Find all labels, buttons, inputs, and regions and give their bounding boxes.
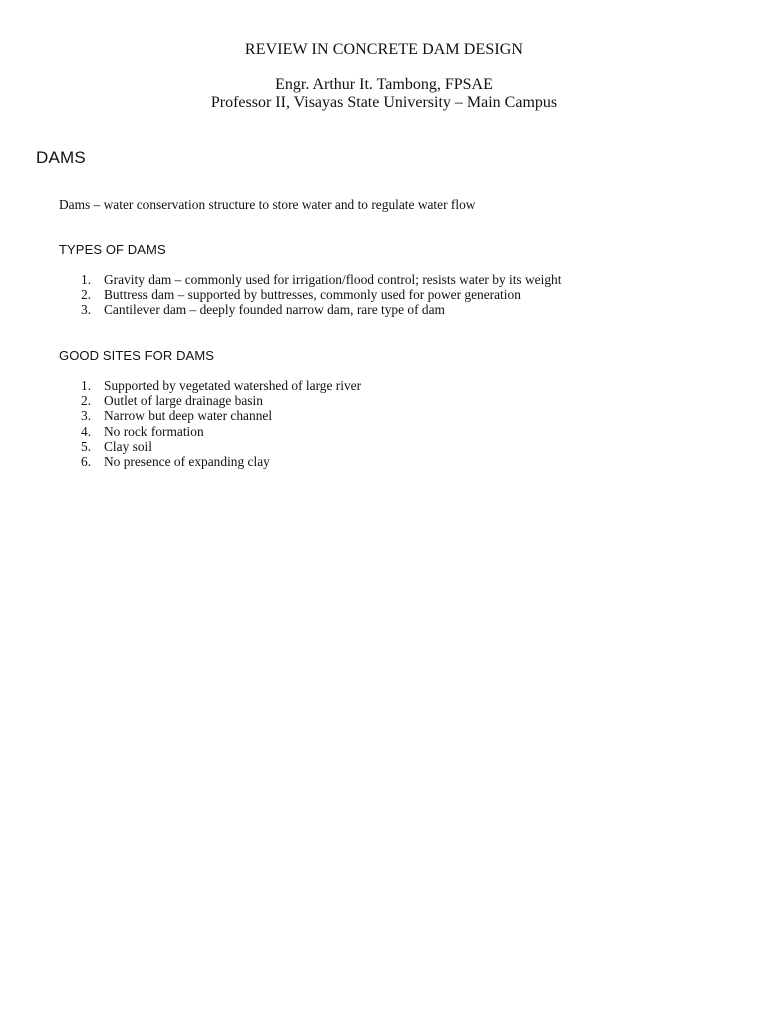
list-item-text: Gravity dam – commonly used for irrigation/flood control; resists water by its weight <box>104 272 562 287</box>
list-item-number: 2. <box>81 287 92 303</box>
list-item <box>59 393 361 408</box>
list-item-number: 1. <box>81 378 92 393</box>
section-heading-dams: DAMS <box>36 148 86 167</box>
list-item <box>59 408 361 423</box>
list-item-text: Buttress dam – supported by buttresses, commonly used for power generation <box>104 287 521 303</box>
good-sites-heading: GOOD SITES FOR DAMS <box>59 348 215 363</box>
document-title: REVIEW IN CONCRETE DAM DESIGN <box>244 41 524 58</box>
list-item-text: No presence of expanding clay <box>104 453 270 469</box>
list-item <box>59 424 361 439</box>
list-item-number: 3. <box>81 302 92 318</box>
list-item <box>59 378 361 393</box>
affiliation-line: Professor II, Visayas State University – Main Campus <box>210 94 558 111</box>
types-of-dams-list <box>59 272 561 318</box>
list-item <box>59 439 361 454</box>
list-item <box>59 302 561 317</box>
list-item-text: Cantilever dam – deeply founded narrow dam, rare type of dam <box>104 302 445 318</box>
author-line: Engr. Arthur It. Tambong, FPSAE <box>275 76 493 93</box>
dams-definition: Dams – water conservation structure to store water and to regulate water flow <box>59 197 476 212</box>
list-item-number: 6. <box>81 453 92 469</box>
list-item-text: Clay soil <box>104 438 152 454</box>
list-item-number: 5. <box>81 438 92 454</box>
list-item-number: 3. <box>81 408 92 424</box>
list-item <box>59 454 361 469</box>
list-item-number: 2. <box>81 393 92 409</box>
list-item-text: No rock formation <box>104 423 204 439</box>
list-item <box>59 272 561 287</box>
list-item-number: 4. <box>81 423 92 439</box>
list-item-text: Supported by vegetated watershed of large river <box>104 378 362 393</box>
list-item-text: Narrow but deep water channel <box>104 408 273 424</box>
list-item <box>59 287 561 302</box>
good-sites-list <box>59 378 361 469</box>
list-item-number: 1. <box>81 272 92 287</box>
types-of-dams-heading: TYPES OF DAMS <box>59 242 166 257</box>
list-item-text: Outlet of large drainage basin <box>104 393 263 409</box>
